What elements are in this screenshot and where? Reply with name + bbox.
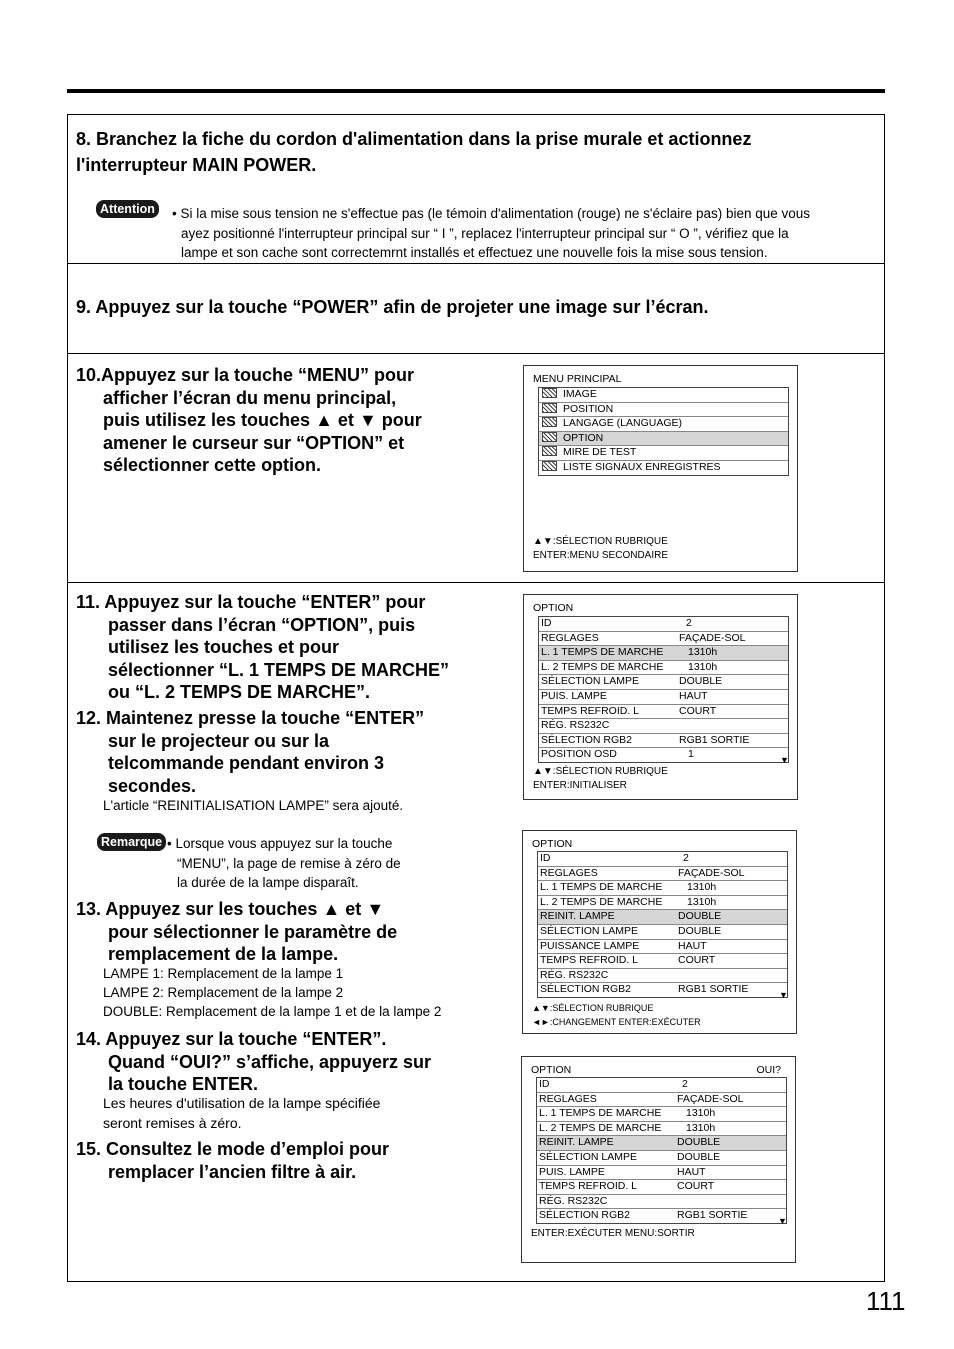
option-key: RÉG. RS232C [539, 1194, 608, 1207]
option-key: REGLAGES [541, 631, 599, 644]
option-key: SÉLECTION LAMPE [540, 924, 639, 937]
option-row[interactable] [539, 734, 788, 749]
position-icon [542, 403, 557, 413]
option-value: DOUBLE [677, 1150, 721, 1163]
step10-text-part: et [337, 410, 354, 430]
step12-line: secondes. [108, 775, 197, 796]
option-key: RÉG. RS232C [541, 719, 610, 732]
step12-line: 12. Maintenez presse la touche “ENTER” [76, 708, 425, 728]
attention-label: Attention [96, 200, 159, 218]
option-row[interactable] [539, 719, 788, 734]
option-value: COURT [679, 704, 717, 717]
language-icon [542, 417, 557, 427]
option-row[interactable] [538, 925, 787, 940]
step8-title-line: 8. Branchez la fiche du cordon d'alimentation dans la prise murale et actionnez [76, 129, 752, 149]
menu-item-liste-signaux[interactable] [539, 461, 788, 475]
option-key: L. 1 TEMPS DE MARCHE [541, 646, 664, 659]
note-line: • Lorsque vous appuyez sur la touche [167, 836, 393, 851]
option-row[interactable] [538, 867, 787, 882]
screen-footer: ENTER:INITIALISER [533, 780, 627, 791]
option-row[interactable] [537, 1078, 786, 1093]
step13-text-part: 13. Appuyez sur les touches [76, 899, 318, 919]
option-row[interactable] [538, 969, 787, 984]
step11-line: 11. Appuyez sur la touche “ENTER” pour [76, 592, 426, 612]
sub-line: Les heures d'utilisation de la lampe spécifiée [103, 1095, 381, 1111]
note-line: • Si la mise sous tension ne s'effectue pas (le témoin d'alimentation (rouge) ne s'éclaire pas) bien que vous [172, 206, 811, 221]
step8-title [76, 128, 751, 176]
option-value: 1 [688, 748, 694, 761]
step10-line: afficher l’écran du menu principal, [103, 387, 397, 408]
option-key: PUISSANCE LAMPE [540, 939, 640, 952]
note-line: lampe et son cache sont correctemrnt installés et effectuez une nouvelle fois la mise sous tension. [181, 245, 768, 260]
remarque-label: Remarque [97, 833, 166, 851]
option-row[interactable] [537, 1166, 786, 1181]
option-row[interactable] [539, 617, 788, 632]
step11-line: ou “L. 2 TEMPS DE MARCHE”. [108, 682, 371, 702]
option-screen-confirm [521, 1056, 796, 1263]
step10-text-part: pour [381, 410, 422, 430]
step10-line: amener le curseur sur “OPTION” et [103, 432, 405, 453]
option-value: FAÇADE-SOL [679, 631, 746, 644]
screen-title: MENU PRINCIPAL [533, 373, 622, 385]
step15-line: 15. Consultez le mode d’emploi pour [76, 1139, 390, 1159]
menu-item-label: MIRE DE TEST [563, 446, 637, 459]
option-row[interactable] [539, 661, 788, 676]
step10-line: sélectionner cette option. [103, 455, 322, 475]
confirm-prompt: OUI? [756, 1064, 781, 1076]
option-row[interactable] [539, 748, 788, 762]
menu-list [538, 387, 789, 476]
step11-text [76, 591, 449, 704]
menu-item-label: LANGAGE (LANGUAGE) [563, 417, 683, 430]
option-row[interactable] [538, 910, 787, 925]
option-key: ID [540, 852, 551, 864]
option-value: FAÇADE-SOL [677, 1092, 744, 1105]
step15-line: remplacer l’ancien filtre à air. [108, 1161, 357, 1182]
step8-title-line: l'interrupteur MAIN POWER. [76, 154, 317, 175]
option-value: DOUBLE [678, 910, 722, 923]
step13-line: pour sélectionner le paramètre de [108, 921, 398, 942]
step14-line: 14. Appuyez sur la touche “ENTER”. [76, 1029, 387, 1049]
screen-footer: ▲▼:SÉLECTION RUBRIQUE [532, 1003, 654, 1013]
step14-line: la touche ENTER. [108, 1074, 259, 1094]
option-value: 1310h [686, 1121, 716, 1134]
option-key: REGLAGES [540, 866, 598, 879]
option-key: PUIS. LAMPE [539, 1165, 605, 1178]
option-row[interactable] [539, 675, 788, 690]
image-icon [542, 388, 557, 398]
option-row[interactable] [537, 1151, 786, 1166]
option-row[interactable] [537, 1209, 786, 1223]
scroll-down-icon: ▼ [780, 755, 789, 765]
option-value: HAUT [677, 1165, 706, 1178]
step15-text [76, 1138, 389, 1183]
option-value: 2 [686, 617, 692, 629]
screen-footer: ▲▼:SÉLECTION RUBRIQUE [533, 536, 668, 547]
step11-line: utilisez les touches et pour [108, 637, 340, 657]
step13-text [76, 898, 397, 966]
option-list [536, 1077, 787, 1224]
option-list [538, 616, 789, 763]
step12-line: telcommande pendant environ 3 [108, 753, 385, 773]
screen-title: OPTION [533, 602, 574, 614]
remarque-note [167, 834, 401, 893]
option-key: SÉLECTION LAMPE [541, 675, 640, 688]
page-number: 111 [866, 1286, 906, 1316]
sub-line: seront remises à zéro. [103, 1114, 242, 1131]
option-key: L. 1 TEMPS DE MARCHE [540, 881, 663, 894]
menu-item-label: OPTION [563, 431, 604, 444]
option-value: HAUT [678, 939, 707, 952]
option-row[interactable] [537, 1180, 786, 1195]
note-line: ayez positionné l'interrupteur principal sur “ I ”, replacez l'interrupteur principal sur “ O ”, vérifiez que la [181, 225, 789, 241]
step14-line: Quand “OUI?” s’affiche, appuyerz sur [108, 1051, 432, 1072]
option-row[interactable] [539, 646, 788, 661]
option-key: SÉLECTION RGB2 [541, 733, 633, 746]
step14-text [76, 1028, 431, 1096]
option-row[interactable] [539, 705, 788, 720]
step12-sub: L'article “REINITIALISATION LAMPE” sera ajouté. [103, 798, 404, 813]
sub-line: DOUBLE: Remplacement de la lampe 1 et de la lampe 2 [103, 1004, 442, 1019]
step11-line: sélectionner “L. 1 TEMPS DE MARCHE” [108, 659, 450, 680]
option-value: RGB1 SORTIE [679, 733, 750, 746]
option-value: 2 [683, 852, 689, 864]
step13-sub [103, 964, 441, 1021]
menu-principal-screen [523, 365, 798, 572]
screen-footer: ◄►:CHANGEMENT ENTER:EXÉCUTER [532, 1017, 701, 1027]
step13-text-part: et [345, 899, 362, 919]
option-value: 1310h [687, 881, 717, 894]
option-key: TEMPS REFROID. L [539, 1180, 638, 1193]
step11-line: passer dans l’écran “OPTION”, puis [108, 614, 416, 635]
option-value: DOUBLE [679, 675, 723, 688]
up-arrow-icon: ▲ [315, 410, 333, 430]
screen-footer: ENTER:MENU SECONDAIRE [533, 550, 669, 561]
note-line: la durée de la lampe disparaît. [177, 875, 359, 890]
option-key: PUIS. LAMPE [541, 689, 607, 702]
option-value: COURT [677, 1180, 715, 1193]
option-screen-reinit [522, 830, 797, 1034]
down-arrow-icon: ▼ [358, 410, 377, 430]
step10-line [76, 409, 422, 432]
option-row[interactable] [537, 1195, 786, 1210]
menu-item-label: LISTE SIGNAUX ENREGISTRES [563, 460, 721, 473]
step14-sub [103, 1094, 380, 1133]
screen-title: OPTION [531, 1064, 572, 1076]
option-row[interactable] [539, 690, 788, 705]
option-key: TEMPS REFROID. L [540, 954, 639, 967]
option-key: REINIT. LAMPE [539, 1136, 614, 1149]
option-key: ID [541, 617, 552, 629]
option-key: RÉG. RS232C [540, 968, 609, 981]
option-key: TEMPS REFROID. L [541, 704, 640, 717]
option-value: 2 [682, 1078, 688, 1090]
step10-text-part: puis utilisez les touches [103, 410, 311, 430]
option-key: L. 2 TEMPS DE MARCHE [540, 895, 663, 908]
menu-item-image[interactable] [539, 388, 788, 403]
option-key: REGLAGES [539, 1092, 597, 1105]
option-row[interactable] [538, 940, 787, 955]
scroll-down-icon: ▼ [778, 1216, 787, 1226]
screen-footer: ▲▼:SÉLECTION RUBRIQUE [533, 766, 668, 777]
sub-line: LAMPE 1: Remplacement de la lampe 1 [103, 966, 344, 981]
step8-note [172, 204, 872, 263]
step12-text [76, 707, 424, 797]
option-icon [542, 432, 557, 442]
step10-line: 10.Appuyez sur la touche “MENU” pour [76, 365, 415, 385]
option-screen-initial [523, 594, 798, 800]
option-key: ID [539, 1078, 550, 1090]
menu-item-position[interactable] [539, 403, 788, 418]
menu-item-langage[interactable] [539, 417, 788, 432]
step13-line [76, 898, 397, 921]
option-key: L. 2 TEMPS DE MARCHE [539, 1121, 662, 1134]
test-pattern-icon [542, 446, 557, 456]
option-key: SÉLECTION RGB2 [540, 983, 632, 996]
option-row[interactable] [538, 896, 787, 911]
step10-text [76, 364, 422, 477]
option-value: 1310h [688, 660, 718, 673]
option-value: RGB1 SORTIE [678, 983, 749, 996]
menu-item-option[interactable] [539, 432, 788, 447]
option-value: RGB1 SORTIE [677, 1209, 748, 1222]
option-key: SÉLECTION RGB2 [539, 1209, 631, 1222]
option-list [537, 851, 788, 998]
option-row[interactable] [537, 1122, 786, 1137]
sub-line: LAMPE 2: Remplacement de la lampe 2 [103, 985, 344, 1000]
menu-item-mire-de-test[interactable] [539, 446, 788, 461]
top-rule [67, 89, 885, 93]
menu-item-label: IMAGE [563, 388, 597, 400]
option-key: REINIT. LAMPE [540, 910, 615, 923]
signal-list-icon [542, 461, 557, 471]
option-row[interactable] [538, 881, 787, 896]
option-key: POSITION OSD [541, 748, 617, 761]
down-arrow-icon: ▼ [366, 899, 385, 919]
option-value: 1310h [686, 1107, 716, 1120]
option-key: L. 1 TEMPS DE MARCHE [539, 1107, 662, 1120]
menu-item-label: POSITION [563, 402, 614, 415]
option-value: 1310h [687, 895, 717, 908]
screen-footer: ENTER:EXÉCUTER MENU:SORTIR [531, 1228, 695, 1239]
option-value: DOUBLE [678, 924, 722, 937]
screen-title: OPTION [532, 838, 573, 850]
option-value: FAÇADE-SOL [678, 866, 745, 879]
option-row[interactable] [538, 852, 787, 867]
note-line: “MENU”, la page de remise à zéro de [177, 855, 401, 871]
option-key: L. 2 TEMPS DE MARCHE [541, 660, 664, 673]
option-row[interactable] [537, 1093, 786, 1108]
step12-line: sur le projecteur ou sur la [108, 730, 330, 751]
option-row[interactable] [539, 632, 788, 647]
step9-title: 9. Appuyez sur la touche “POWER” afin de projeter une image sur l’écran. [76, 297, 709, 317]
option-value: 1310h [688, 646, 718, 659]
option-row[interactable] [538, 954, 787, 969]
divider [67, 582, 885, 583]
option-key: SÉLECTION LAMPE [539, 1150, 638, 1163]
option-row[interactable] [538, 983, 787, 997]
step13-line: remplacement de la lampe. [108, 944, 339, 964]
option-row[interactable] [537, 1136, 786, 1151]
scroll-down-icon: ▼ [779, 990, 788, 1000]
option-row[interactable] [537, 1107, 786, 1122]
remarque-badge [97, 833, 166, 851]
option-value: COURT [678, 954, 716, 967]
divider [67, 353, 885, 354]
divider [67, 263, 885, 264]
option-value: DOUBLE [677, 1136, 721, 1149]
attention-badge [96, 200, 159, 218]
option-value: HAUT [679, 689, 708, 702]
up-arrow-icon: ▲ [322, 899, 341, 919]
